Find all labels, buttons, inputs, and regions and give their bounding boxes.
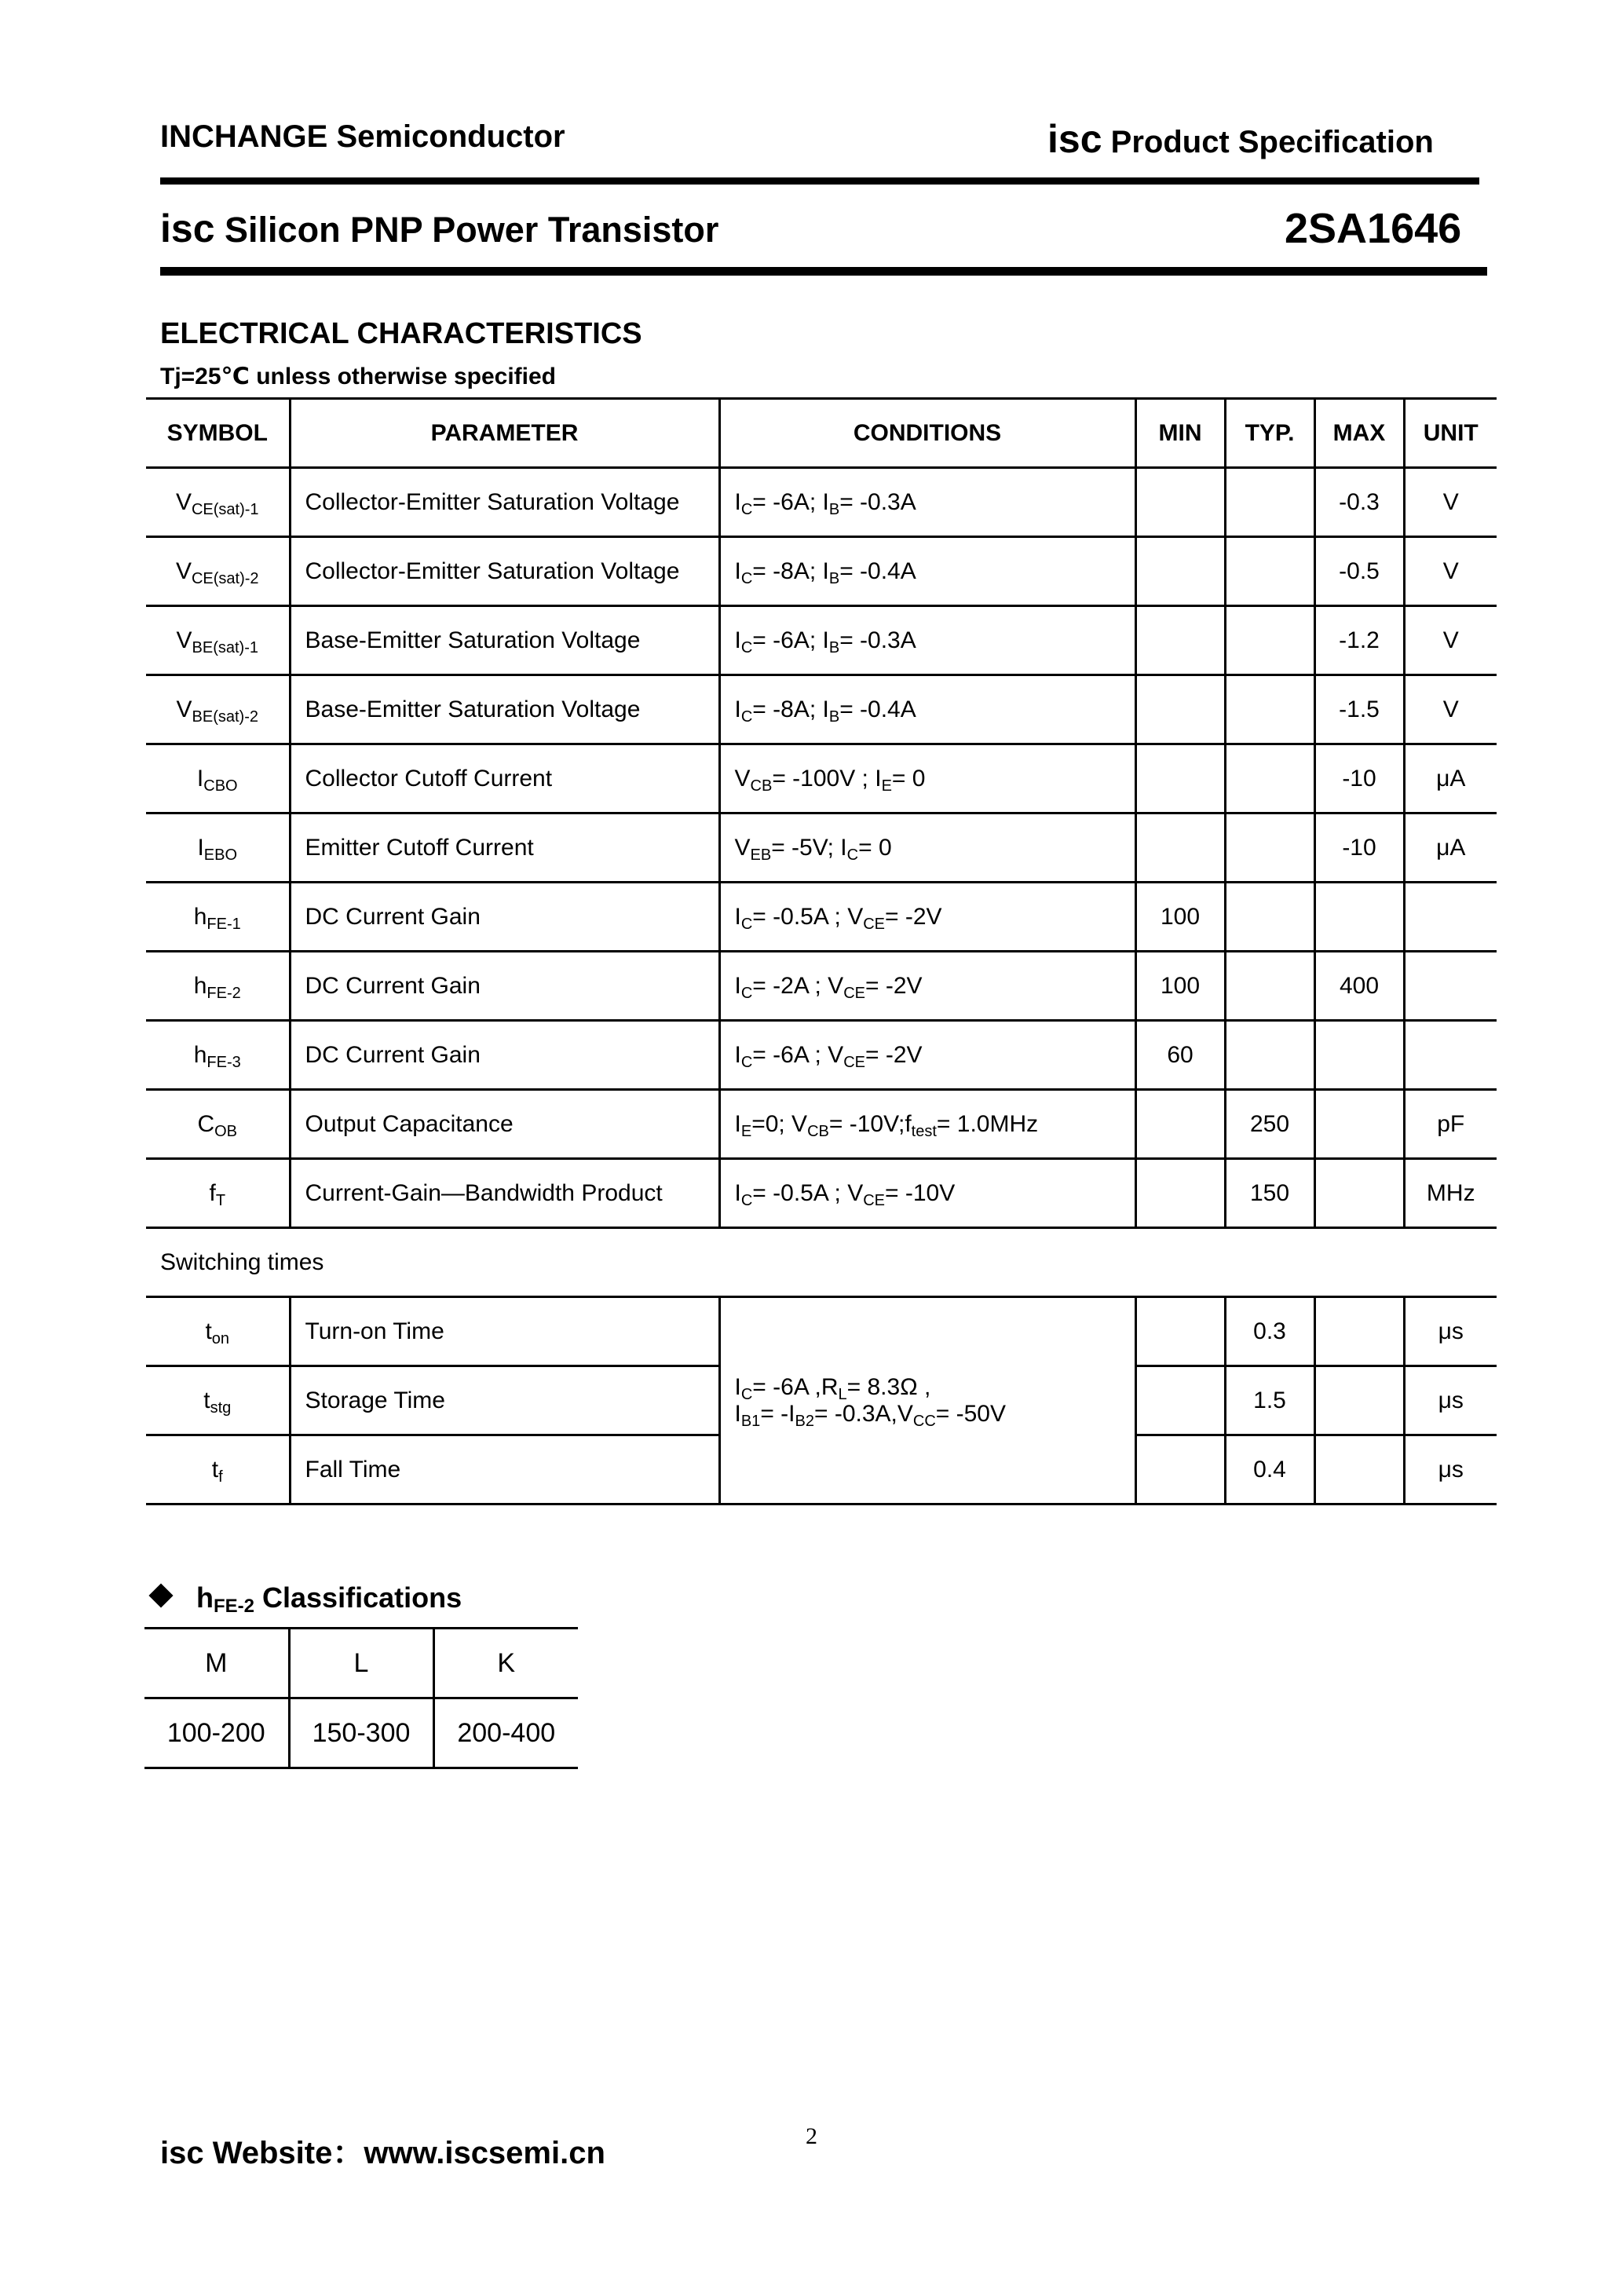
- col-header-typ: TYP.: [1225, 399, 1314, 468]
- unit-cell: V: [1404, 606, 1497, 675]
- max-cell: [1314, 1297, 1404, 1366]
- parameter-cell: Turn-on Time: [290, 1297, 719, 1366]
- symbol-cell: $C_{OB}$: [146, 1090, 290, 1159]
- min-cell: 60: [1135, 1021, 1225, 1090]
- section-title: ELECTRICAL CHARACTERISTICS: [160, 317, 642, 350]
- classifications-table: [144, 1627, 578, 1769]
- parameter-cell: DC Current Gain: [290, 883, 719, 952]
- col-header-parameter: PARAMETER: [290, 399, 719, 468]
- col-header-min: MIN: [1135, 399, 1225, 468]
- footer-website: [160, 2128, 605, 2173]
- col-header-conditions: CONDITIONS: [719, 399, 1135, 468]
- table-row: [146, 813, 1497, 883]
- conditions-cell: $I_C= -6A$; $I_B= -0.3A$: [719, 468, 1135, 537]
- max-cell: [1314, 1435, 1404, 1504]
- conditions-cell: $I_C= -0.5A$ ; $V_{CE}= -10V$: [719, 1159, 1135, 1228]
- parameter-cell: Base-Emitter Saturation Voltage: [290, 606, 719, 675]
- symbol-cell: $I_{CBO}$: [146, 744, 290, 813]
- unit-cell: V: [1404, 468, 1497, 537]
- company-name: INCHANGE Semiconductor: [160, 119, 565, 154]
- conditions-cell: $I_C= -8A$; $I_B= -0.4A$: [719, 537, 1135, 606]
- typ-cell: [1225, 1021, 1314, 1090]
- col-header-symbol: SYMBOL: [146, 399, 290, 468]
- max-cell: -1.5: [1314, 675, 1404, 744]
- symbol-cell: $V_{CE(sat)-1}$: [146, 468, 290, 537]
- typ-cell: [1225, 537, 1314, 606]
- col-header-max: MAX: [1314, 399, 1404, 468]
- classification-code: M: [144, 1629, 289, 1698]
- min-cell: [1135, 1297, 1225, 1366]
- typ-cell: 1.5: [1225, 1366, 1314, 1435]
- switching-times-row: [146, 1228, 1497, 1297]
- brand-logo-text: isc: [1047, 117, 1102, 161]
- symbol-cell: $h_{FE-1}$: [146, 883, 290, 952]
- typ-cell: [1225, 813, 1314, 883]
- unit-cell: μA: [1404, 813, 1497, 883]
- min-cell: [1135, 1159, 1225, 1228]
- typ-cell: 0.4: [1225, 1435, 1314, 1504]
- typ-cell: 0.3: [1225, 1297, 1314, 1366]
- typ-cell: 250: [1225, 1090, 1314, 1159]
- table-row: [146, 606, 1497, 675]
- conditions-cell: $I_C= -6A$; $I_B= -0.3A$: [719, 606, 1135, 675]
- header-rule: [160, 177, 1479, 185]
- symbol-cell: $V_{CE(sat)-2}$: [146, 537, 290, 606]
- symbol-cell: $t_{on}$: [146, 1297, 290, 1366]
- unit-cell: V: [1404, 537, 1497, 606]
- parameter-cell: Storage Time: [290, 1366, 719, 1435]
- symbol-cell: $I_{EBO}$: [146, 813, 290, 883]
- max-cell: [1314, 1366, 1404, 1435]
- unit-cell: μs: [1404, 1366, 1497, 1435]
- parameter-cell: Output Capacitance: [290, 1090, 719, 1159]
- website-link[interactable]: www.iscsemi.cn: [364, 2136, 605, 2170]
- parameter-cell: Collector-Emitter Saturation Voltage: [290, 468, 719, 537]
- switching-conditions-cell: [719, 1297, 1135, 1504]
- conditions-cell: $V_{CB}= -100V$ ; $I_E= 0$: [719, 744, 1135, 813]
- unit-cell: [1404, 883, 1497, 952]
- page-number: 2: [806, 2123, 817, 2149]
- classification-range: 150-300: [289, 1698, 433, 1768]
- table-row: [146, 537, 1497, 606]
- min-cell: [1135, 1435, 1225, 1504]
- electrical-characteristics-table: [146, 397, 1497, 1505]
- conditions-cell: $I_C= -8A$; $I_B= -0.4A$: [719, 675, 1135, 744]
- spec-label: [1047, 116, 1434, 162]
- min-cell: [1135, 744, 1225, 813]
- typ-cell: [1225, 883, 1314, 952]
- parameter-cell: DC Current Gain: [290, 952, 719, 1021]
- symbol-cell: $h_{FE-2}$: [146, 952, 290, 1021]
- unit-cell: MHz: [1404, 1159, 1497, 1228]
- parameter-cell: Emitter Cutoff Current: [290, 813, 719, 883]
- max-cell: [1314, 1021, 1404, 1090]
- max-cell: -0.3: [1314, 468, 1404, 537]
- classification-ranges-row: [144, 1698, 578, 1768]
- max-cell: [1314, 1090, 1404, 1159]
- max-cell: [1314, 883, 1404, 952]
- classification-codes-row: [144, 1629, 578, 1698]
- table-row: [146, 744, 1497, 813]
- min-cell: [1135, 813, 1225, 883]
- footer-brand: isc: [160, 2136, 204, 2170]
- part-number: 2SA1646: [1285, 205, 1462, 252]
- symbol-cell: $t_f$: [146, 1435, 290, 1504]
- parameter-cell: DC Current Gain: [290, 1021, 719, 1090]
- min-cell: 100: [1135, 883, 1225, 952]
- product-title: [160, 206, 718, 251]
- max-cell: -10: [1314, 813, 1404, 883]
- unit-cell: V: [1404, 675, 1497, 744]
- min-cell: [1135, 468, 1225, 537]
- max-cell: 400: [1314, 952, 1404, 1021]
- title-rule: [160, 267, 1487, 276]
- min-cell: [1135, 675, 1225, 744]
- max-cell: -10: [1314, 744, 1404, 813]
- unit-cell: [1404, 1021, 1497, 1090]
- table-row: [146, 1090, 1497, 1159]
- switching-times-label: Switching times: [146, 1228, 1497, 1297]
- typ-cell: [1225, 744, 1314, 813]
- conditions-cell: $I_C= -0.5A$ ; $V_{CE}= -2V$: [719, 883, 1135, 952]
- classification-code: L: [289, 1629, 433, 1698]
- min-cell: [1135, 606, 1225, 675]
- parameter-cell: Collector-Emitter Saturation Voltage: [290, 537, 719, 606]
- table-row: [146, 1297, 1497, 1366]
- switching-conditions-line-1: $I_C= -6A$ $,R_L= 8.3\Omega$ ,: [734, 1373, 931, 1403]
- max-cell: [1314, 1159, 1404, 1228]
- unit-cell: μs: [1404, 1435, 1497, 1504]
- table-row: [146, 1021, 1497, 1090]
- table-row: [146, 675, 1497, 744]
- conditions-cell: $V_{EB}= -5V$; $I_C= 0$: [719, 813, 1135, 883]
- table-row: [146, 883, 1497, 952]
- conditions-cell: $I_C= -6A$ ; $V_{CE}= -2V$: [719, 1021, 1135, 1090]
- parameter-cell: Collector Cutoff Current: [290, 744, 719, 813]
- section-subtitle: Tj=25℃ unless otherwise specified: [160, 364, 557, 389]
- min-cell: [1135, 537, 1225, 606]
- typ-cell: [1225, 606, 1314, 675]
- table-row: [146, 1159, 1497, 1228]
- table-row: [146, 468, 1497, 537]
- diamond-bullet-icon: [148, 1583, 173, 1607]
- min-cell: [1135, 1366, 1225, 1435]
- conditions-cell: $I_E=0$; $V_{CB}=$ $-10V;f_{test}= 1.0MHz$: [719, 1090, 1135, 1159]
- unit-cell: pF: [1404, 1090, 1497, 1159]
- classification-range: 100-200: [144, 1698, 289, 1768]
- max-cell: -0.5: [1314, 537, 1404, 606]
- classifications-title: $h_{FE-2}$ Classifications: [146, 1581, 462, 1614]
- title-brand: isc: [160, 207, 215, 250]
- unit-cell: μA: [1404, 744, 1497, 813]
- symbol-cell: $V_{BE(sat)-1}$: [146, 606, 290, 675]
- typ-cell: [1225, 952, 1314, 1021]
- col-header-unit: UNIT: [1404, 399, 1497, 468]
- parameter-cell: Current-Gain—Bandwidth Product: [290, 1159, 719, 1228]
- symbol-cell: $h_{FE-3}$: [146, 1021, 290, 1090]
- symbol-cell: $V_{BE(sat)-2}$: [146, 675, 290, 744]
- typ-cell: 150: [1225, 1159, 1314, 1228]
- unit-cell: μs: [1404, 1297, 1497, 1366]
- max-cell: -1.2: [1314, 606, 1404, 675]
- parameter-cell: Fall Time: [290, 1435, 719, 1504]
- unit-cell: [1404, 952, 1497, 1021]
- footer-website-label: Website：: [203, 2136, 364, 2170]
- spec-label-text: Product Specification: [1110, 125, 1434, 159]
- symbol-cell: $f_T$: [146, 1159, 290, 1228]
- typ-cell: [1225, 675, 1314, 744]
- min-cell: 100: [1135, 952, 1225, 1021]
- table-row: [146, 952, 1497, 1021]
- min-cell: [1135, 1090, 1225, 1159]
- switching-conditions-line-2: $I_{B1}= -I_{B2}= -0.3A,V_{CC}= -50V$: [734, 1400, 1006, 1430]
- parameter-cell: Base-Emitter Saturation Voltage: [290, 675, 719, 744]
- product-type: Silicon PNP Power Transistor: [225, 210, 719, 250]
- classification-range: 200-400: [433, 1698, 578, 1768]
- classification-code: K: [433, 1629, 578, 1698]
- typ-cell: [1225, 468, 1314, 537]
- conditions-cell: $I_C= -2A$ ; $V_{CE}= -2V$: [719, 952, 1135, 1021]
- symbol-cell: $t_{stg}$: [146, 1366, 290, 1435]
- table-header-row: [146, 399, 1497, 468]
